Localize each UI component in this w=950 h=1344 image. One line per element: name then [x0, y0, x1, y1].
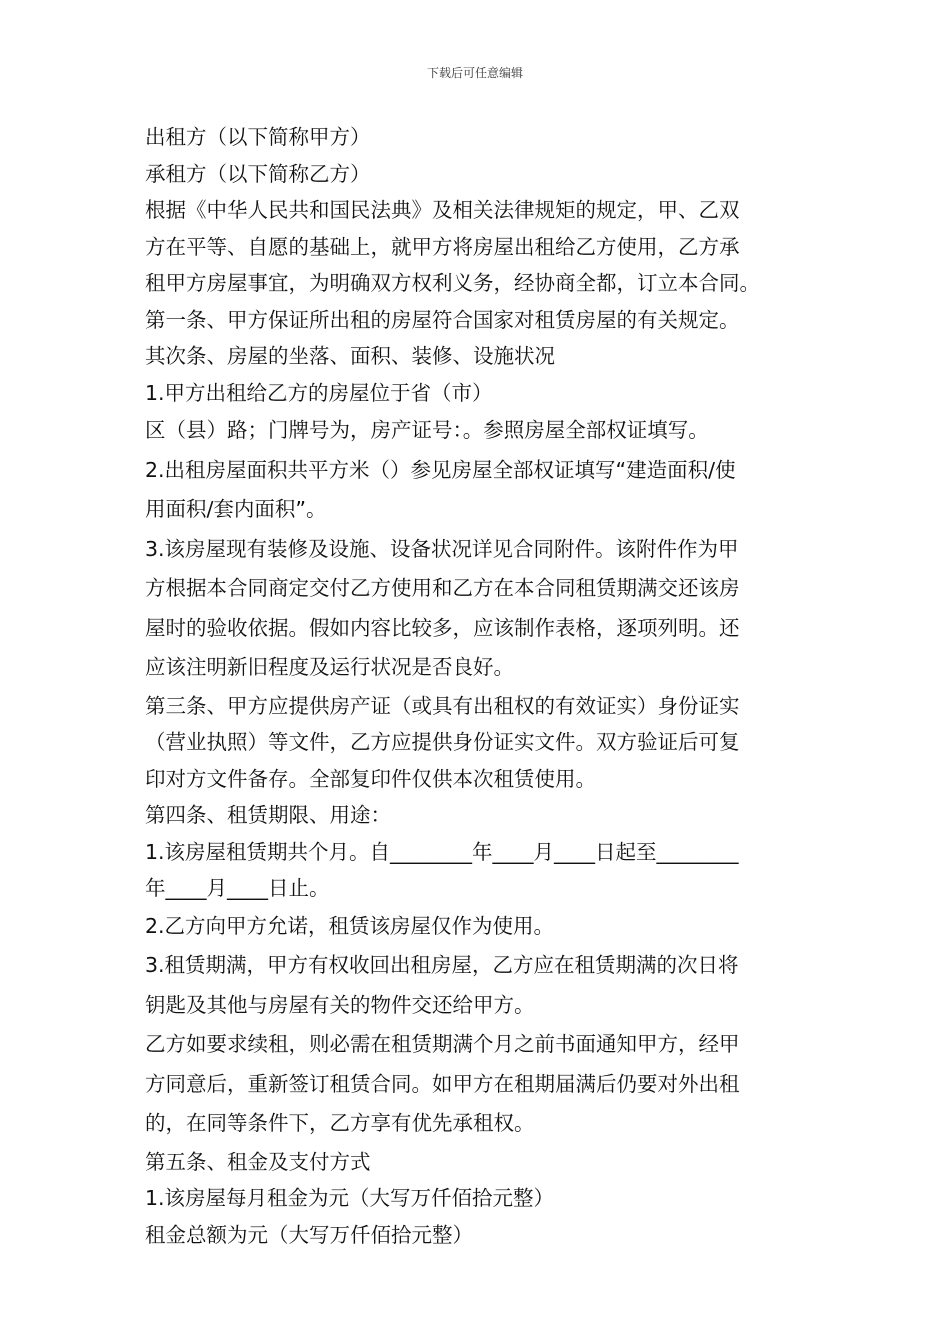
paragraph-line: 应该注明新旧程度及运行状况是否良好。	[145, 655, 514, 679]
paragraph-line: 第一条、甲方保证所出租的房屋符合国家对租赁房屋的有关规定。	[145, 307, 740, 332]
paragraph-line: 承租方（以下简称乙方）	[145, 161, 371, 186]
paragraph-line: 根据《中华人民共和国民法典》及相关法律规矩的规定，甲、乙双	[145, 198, 740, 222]
page-header: 下载后可任意编辑	[426, 66, 523, 80]
paragraph-line: 2.出租房屋面积共平方米（）参见房屋全部权证填写“建造面积/使	[145, 457, 736, 482]
paragraph-line: 租金总额为元（大写万仟佰拾元整）	[145, 1222, 473, 1247]
paragraph-line: 方根据本合同商定交付乙方使用和乙方在本合同租赁期满交还该房	[145, 576, 740, 600]
paragraph-line: 屋时的验收依据。假如内容比较多，应该制作表格，逐项列明。还	[145, 615, 740, 640]
paragraph-line: 乙方如要求续租，则必需在租赁期满个月之前书面通知甲方，经甲	[145, 1032, 740, 1056]
paragraph-line: 2.乙方向甲方允诺，租赁该房屋仅作为使用。	[145, 913, 555, 938]
paragraph-line: 租甲方房屋事宜，为明确双方权利义务，经协商全都，订立本合同。	[145, 271, 760, 295]
paragraph-line: 其次条、房屋的坐落、面积、装修、设施状况	[145, 344, 555, 368]
paragraph-line: 第四条、租赁期限、用途：	[145, 803, 391, 827]
paragraph-line: 第五条、租金及支付方式	[145, 1149, 371, 1174]
paragraph-line: 出租方（以下简称甲方）	[145, 125, 371, 149]
paragraph-line: 1.甲方出租给乙方的房屋位于省（市）	[145, 380, 493, 405]
paragraph-line: 3.租赁期满，甲方有权收回出租房屋，乙方应在租赁期满的次日将	[145, 953, 739, 977]
paragraph-line: 第三条、甲方应提供房产证（或具有出租权的有效证实）身份证实	[145, 693, 740, 718]
paragraph-line: 区（县）路；门牌号为，房产证号：。参照房屋全部权证填写。	[145, 418, 709, 442]
paragraph-line: 方同意后，重新签订租赁合同。如甲方在租期届满后仍要对外出租	[145, 1071, 740, 1096]
paragraph-line: （营业执照）等文件，乙方应提供身份证实文件。双方验证后可复	[145, 730, 740, 754]
paragraph-line: 年____月____日止。	[145, 876, 330, 900]
paragraph-line: 3.该房屋现有装修及设施、设备状况详见合同附件。该附件作为甲	[145, 536, 739, 561]
paragraph-line: 1.该房屋租赁期共个月。自________年____月____日起至________	[145, 839, 739, 864]
document-body	[145, 119, 807, 1253]
paragraph-line: 方在平等、自愿的基础上，就甲方将房屋出租给乙方使用，乙方承	[145, 234, 740, 259]
paragraph-line: 钥匙及其他与房屋有关的物件交还给甲方。	[145, 992, 535, 1017]
paragraph-line: 印对方文件备存。全部复印件仅供本次租赁使用。	[145, 766, 596, 791]
paragraph-line: 1.该房屋每月租金为元（大写万仟佰拾元整）	[145, 1186, 555, 1210]
paragraph-line: 用面积/套内面积”。	[145, 497, 327, 521]
paragraph-line: 的，在同等条件下，乙方享有优先承租权。	[145, 1111, 535, 1135]
